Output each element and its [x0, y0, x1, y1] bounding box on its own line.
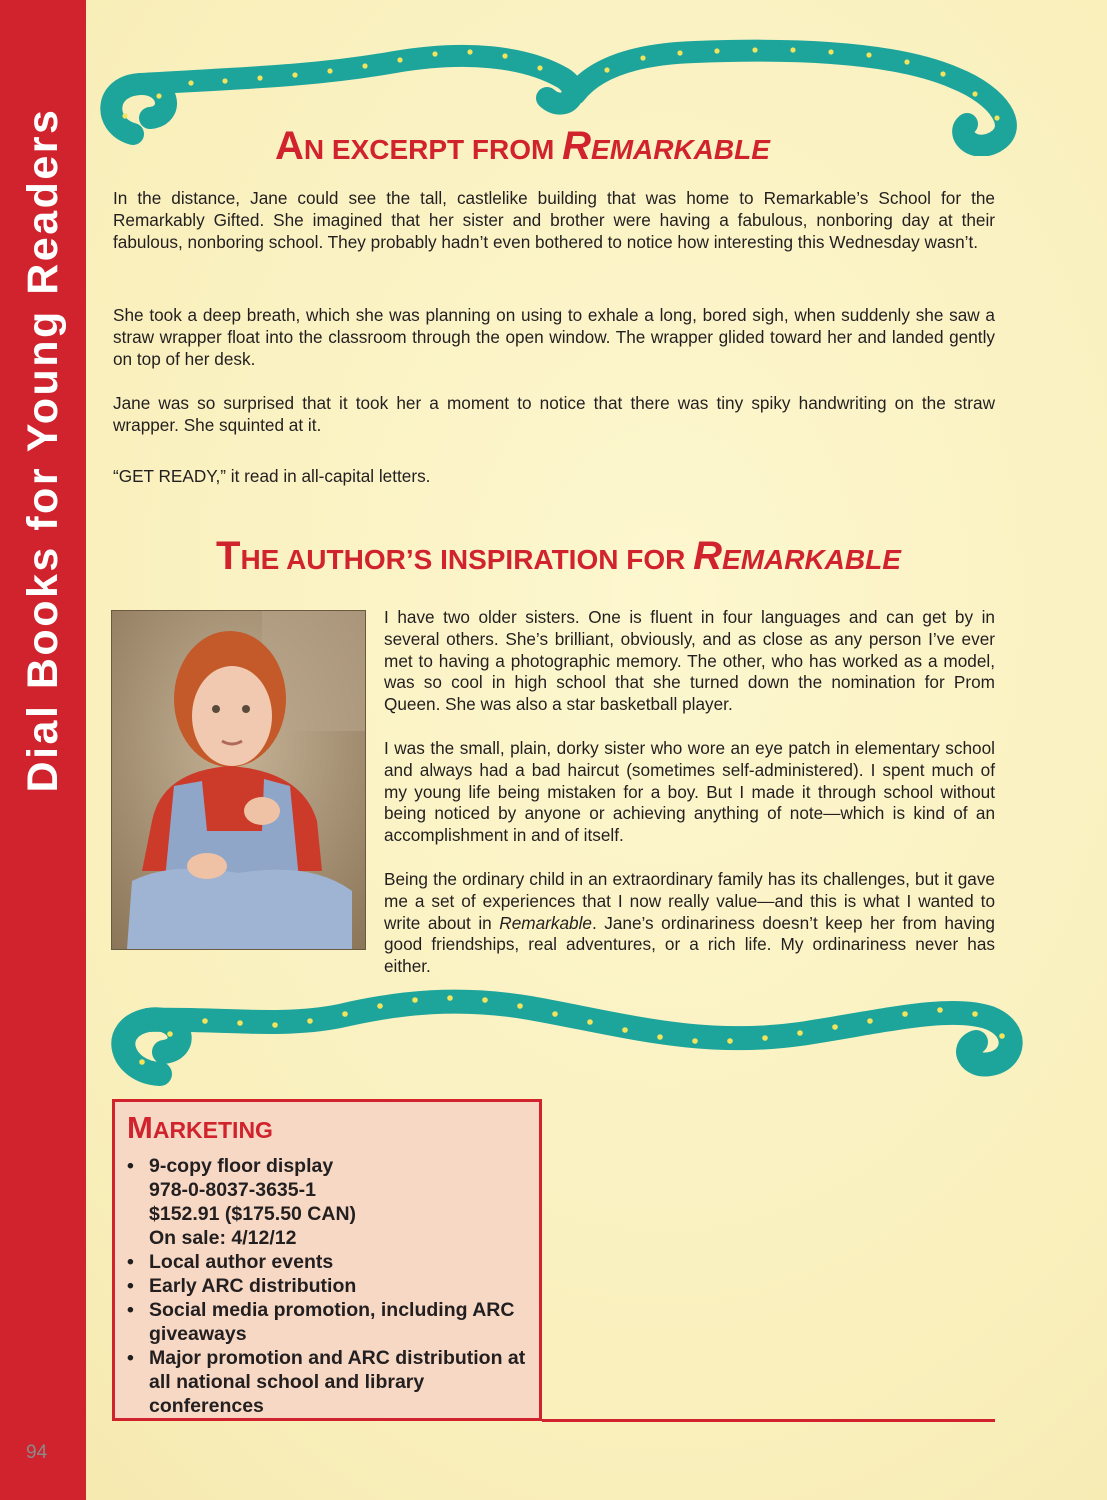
excerpt-paragraph: She took a deep breath, which she was planning on using to exhale a long, bored sigh, when suddenly she saw a straw wrapper float into the classroom through the open window. The wrapper glided toward her and landed gently on top of her desk. — [113, 305, 995, 369]
excerpt-heading — [275, 124, 770, 169]
display-isbn: 978-0-8037-3635-1 — [149, 1179, 316, 1201]
marketing-heading-cap: M — [127, 1110, 153, 1145]
author-childhood-photo — [111, 610, 366, 950]
marketing-heading-rest: ARKETING — [152, 1117, 273, 1143]
excerpt-paragraph: “GET READY,” it read in all-capital letters. — [113, 466, 431, 486]
inspiration-heading-book-cap: R — [693, 534, 723, 578]
inspiration-last-before: Being the ordinary child in an extraordinary family has its challenges, but it gave me a set of experiences that I now really value—and this is what I wanted to write about in — [384, 869, 995, 933]
marketing-rule — [542, 1419, 995, 1422]
excerpt-paragraph: Jane was so surprised that it took her a moment to notice that there was tiny spiky handwriting on the straw wrapper. She squinted at it. — [113, 393, 995, 435]
inspiration-heading-rest: HE AUTHOR’S INSPIRATION FOR — [240, 544, 694, 575]
excerpt-paragraph: In the distance, Jane could see the tall, castlelike building that was home to Remarkable’s School for the Remarkably Gifted. She imagined that her sister and brother were having a fabulous, nonboring day at their fabulous, nonboring school. They probably hadn’t even bothered to notice how interesting this Wednesday wasn’t. — [113, 188, 995, 252]
marketing-item: • Local author events — [125, 1250, 539, 1274]
inspiration-heading-cap: T — [216, 534, 241, 578]
marketing-item-display — [125, 1154, 539, 1250]
inspiration-book-title: Remarkable — [499, 912, 592, 933]
display-onsale: On sale: 4/12/12 — [149, 1227, 297, 1249]
inspiration-paragraph: I was the small, plain, dorky sister who wore an eye patch in elementary school and always had a bad haircut (sometimes self-administered). I spent much of my young life being mistaken for a boy. But I made it through school without being noticed by anyone or achieving anything of note—which is kind of an accomplishment in and of itself. — [384, 738, 995, 846]
inspiration-paragraph-last — [384, 869, 995, 978]
page-number: 94 — [26, 1442, 48, 1463]
excerpt-heading-book-rest: EMARKABLE — [591, 134, 770, 165]
sidebar-title: Dial Books for Young Readers — [19, 107, 67, 793]
sidebar-band — [0, 0, 86, 1500]
marketing-heading — [127, 1110, 273, 1146]
excerpt-heading-rest: N EXCERPT FROM — [303, 134, 563, 165]
excerpt-heading-book-cap: R — [562, 124, 592, 168]
display-item: • 9-copy floor display — [149, 1155, 334, 1177]
inspiration-paragraph: I have two older sisters. One is fluent in four languages and can get by in several others. She’s brilliant, obviously, and as close as any person I’ve ever met to having a photographic memory. The other, who has worked as a model, was so cool in high school that she turned down the nomination for Prom Queen. She was also a star basketball player. — [384, 607, 995, 715]
marketing-item: • Social media promotion, including ARC giveaways — [125, 1298, 539, 1346]
inspiration-heading — [216, 534, 901, 579]
bottom-swirl-ornament — [100, 988, 1025, 1090]
marketing-item: • Major promotion and ARC distribution at all national school and library conferences — [125, 1346, 539, 1418]
marketing-item: • Early ARC distribution — [125, 1274, 539, 1298]
inspiration-heading-book-rest: EMARKABLE — [722, 544, 901, 575]
marketing-box — [112, 1099, 542, 1421]
inspiration-last-after: . Jane’s ordinariness doesn’t keep her from having good friendships, real adventures, or a rich life. My ordinariness never has either. — [384, 912, 995, 977]
marketing-list — [125, 1154, 539, 1418]
display-price: $152.91 ($175.50 CAN) — [149, 1203, 357, 1225]
excerpt-heading-cap: A — [275, 124, 304, 168]
